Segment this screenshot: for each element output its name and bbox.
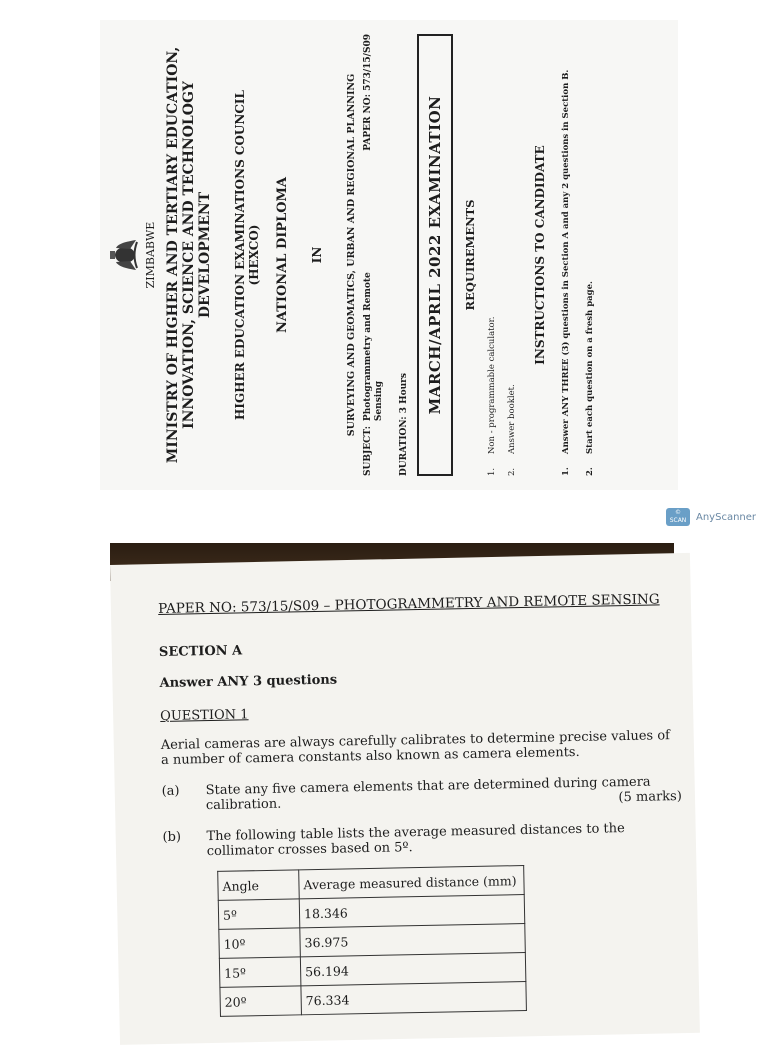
paper-header: PAPER NO: 573/15/S09 – PHOTOGRAMMETRY AND REMOTE SENSING — [158, 591, 660, 617]
item-number: 2. — [585, 467, 595, 476]
cover-page-scan — [100, 20, 678, 490]
requirement-item — [507, 34, 517, 476]
requirement-item — [487, 34, 497, 476]
table-header: Average measured distance (mm) — [299, 866, 525, 899]
marks-label: (5 marks) — [618, 788, 682, 806]
table-row — [220, 982, 527, 1017]
part-label: (a) — [161, 783, 180, 799]
ministry-line: DEVELOPMENT — [197, 191, 213, 319]
council-line: HIGHER EDUCATION EXAMINATIONS COUNCIL — [233, 90, 247, 420]
item-number: 1. — [561, 467, 571, 476]
question-title: QUESTION 1 — [160, 707, 249, 724]
question-part-a — [162, 774, 682, 814]
instruction-item — [585, 34, 595, 476]
part-label: (b) — [162, 829, 182, 845]
item-number: 2. — [507, 467, 517, 476]
instruction-item — [561, 34, 571, 476]
item-text: Answer booklet. — [507, 384, 517, 454]
ministry-line: MINISTRY OF HIGHER AND TERTIARY EDUCATION, — [165, 46, 181, 464]
table-cell: 18.346 — [299, 895, 525, 928]
table-cell: 20º — [220, 986, 302, 1017]
cover-page-content — [100, 20, 678, 490]
question-intro: Aerial cameras are always carefully calibrates to determine precise values of a number of camera constants also known as camera elements. — [160, 728, 671, 768]
in-label: IN — [310, 246, 324, 264]
subject-line: Photogrammetry and Remote — [363, 272, 373, 422]
country-name: ZIMBABWE — [144, 221, 157, 289]
logo-text: SCAN — [669, 517, 687, 524]
programme-name: SURVEYING AND GEOMATICS, URBAN AND REGIONAL PLANNING — [346, 73, 357, 437]
question-content — [158, 591, 686, 1018]
table-cell: 76.334 — [301, 982, 527, 1015]
council-abbrev: (HEXCO) — [247, 224, 261, 286]
distance-table — [217, 865, 527, 1017]
question-page-photo — [110, 543, 682, 1024]
ministry-name — [165, 34, 213, 476]
logo-symbol: © — [675, 509, 681, 516]
ministry-line: INNOVATION, SCIENCE AND TECHNOLOGY — [181, 81, 197, 429]
table-cell: 10º — [219, 928, 301, 959]
subject-name — [363, 272, 385, 421]
item-text: Answer ANY THREE (3) questions in Section A and any 2 questions in Section B. — [561, 69, 571, 454]
table-header: Angle — [218, 870, 300, 901]
coat-of-arms-icon — [108, 236, 138, 274]
subject-label: SUBJECT: — [363, 426, 373, 476]
council-name — [233, 34, 261, 476]
item-text: Non - programmable calculator. — [487, 316, 497, 454]
requirements-title: REQUIREMENTS — [463, 199, 477, 311]
table-cell: 15º — [219, 957, 301, 988]
anyscanner-watermark — [666, 508, 756, 526]
duration: DURATION: 3 Hours — [399, 373, 409, 476]
exam-session-box: MARCH/APRIL 2022 EXAMINATION — [417, 34, 453, 476]
part-text: State any five camera elements that are determined during camera calibration. — [205, 774, 651, 814]
subject-row — [363, 34, 385, 476]
table-cell: 56.194 — [300, 953, 526, 986]
scan-logo-icon — [666, 508, 690, 526]
question-part-b — [162, 820, 682, 860]
table-cell: 36.975 — [300, 924, 526, 957]
instructions-title: INSTRUCTIONS TO CANDIDATE — [533, 145, 547, 365]
section-title: SECTION A — [158, 643, 243, 660]
paper-number: PAPER NO: 573/15/S09 — [363, 34, 373, 151]
table-cell: 5º — [218, 899, 300, 930]
subject-line: Sensing — [374, 380, 384, 422]
section-instruction: Answer ANY 3 questions — [159, 672, 338, 691]
watermark-text: AnyScanner — [696, 511, 757, 523]
part-text: The following table lists the average measured distances to the collimator crosses based on 5º. — [206, 821, 625, 860]
diploma-title: NATIONAL DIPLOMA — [275, 176, 290, 334]
item-text: Start each question on a fresh page. — [585, 281, 595, 454]
item-number: 1. — [487, 467, 497, 476]
